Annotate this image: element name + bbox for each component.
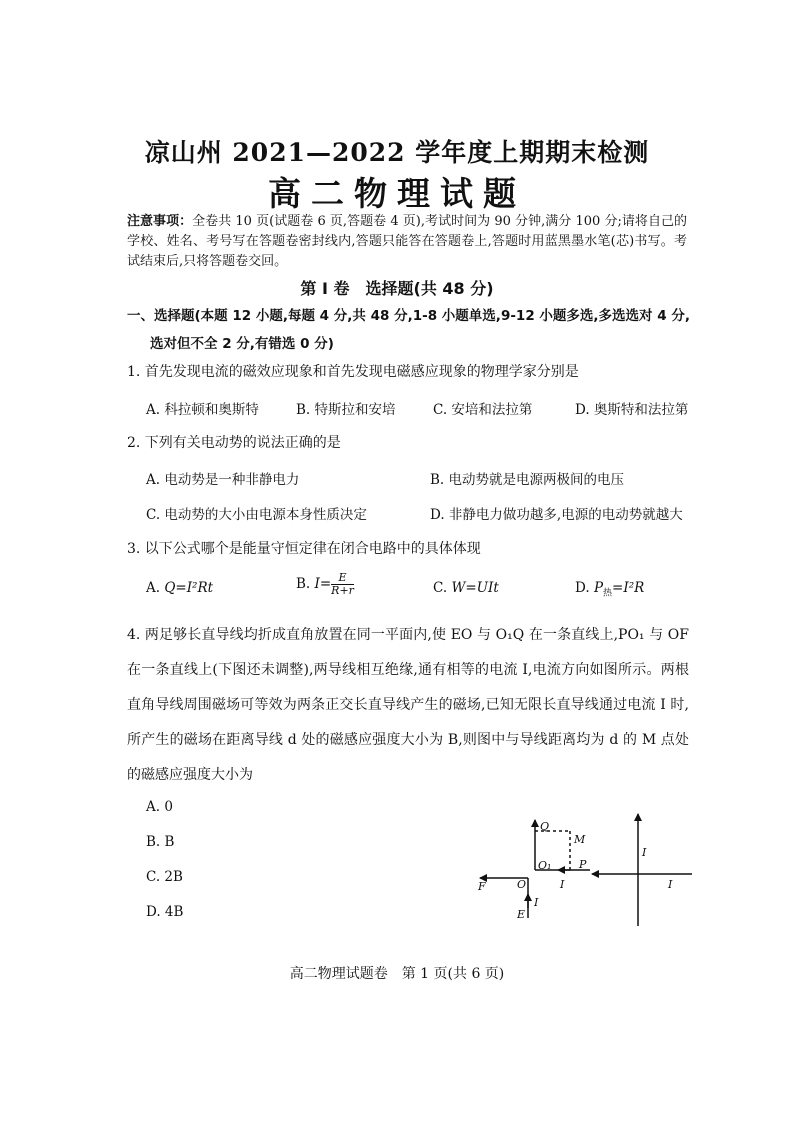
- q4-option-b: B. B: [146, 834, 175, 850]
- q3-c-prefix: C.: [433, 580, 452, 596]
- q3-stem: 3. 以下公式哪个是能量守恒定律在闭合电路中的具体体现: [127, 541, 481, 557]
- q1-option-d: D. 奥斯特和法拉第: [575, 402, 689, 418]
- q3-d-prefix: D.: [575, 580, 594, 596]
- q3-option-b: [296, 572, 354, 597]
- notice-label: 注意事项：: [127, 214, 193, 229]
- q2-option-d: D. 非静电力做功越多,电源的电动势就越大: [430, 507, 683, 523]
- q4-option-d: D. 4B: [146, 904, 184, 920]
- label-o: O: [517, 878, 527, 891]
- label-f: F: [478, 880, 486, 893]
- label-q: Q: [540, 820, 550, 833]
- instruction-line-1: 一、选择题(本题 12 小题,每题 4 分,共 48 分,1-8 小题单选,9-12 小题多选,多选选对 4 分,: [127, 308, 690, 324]
- label-current-e: I: [534, 896, 539, 909]
- q2-stem: 2. 下列有关电动势的说法正确的是: [127, 435, 341, 451]
- q2-option-a: A. 电动势是一种非静电力: [146, 472, 300, 488]
- section-heading: 第 Ⅰ 卷 选择题(共 48 分): [300, 279, 494, 298]
- q4-stem: 4. 两足够长直导线均折成直角放置在同一平面内,使 EO 与 O₁Q 在一条直线上,PO₁ 与 OF 在一条直线上(下图还未调整),两导线相互绝缘,通有相等的电流 I,电流方向如图所示。两根直角导线周围磁场可等效为两条正交长直导线产生的磁场,已知无限长直导线通过电流 I 时,所产生的磁场在距离导线 d 处的磁感应强度大小为 B,则图中与导线距离均为 d 的 M 点处的磁感应强度大小为: [127, 627, 689, 783]
- q4-option-a: A. 0: [146, 799, 173, 815]
- q3-c-formula: W=UIt: [451, 580, 499, 596]
- label-current-p: I: [560, 878, 565, 891]
- q3-d-p: P: [593, 580, 604, 596]
- label-e: E: [517, 908, 526, 921]
- q1-option-a: A. 科拉顿和奥斯特: [146, 402, 259, 418]
- q3-option-a: [146, 580, 213, 596]
- q3-a-prefix: A.: [146, 580, 165, 596]
- q3-d-subscript: 热: [603, 588, 613, 599]
- notice-text: 全卷共 10 页(试题卷 6 页,答题卷 4 页),考试时间为 90 分钟,满分 100 分;请将自己的学校、姓名、考号写在答题卷密封线内,答题只能答在答题卷上,答题时用蓝黑墨水笔(芯)书写。考试结束后,只将答题卷交回。: [127, 214, 687, 269]
- q3-option-d: [575, 580, 644, 599]
- q3-b-prefix: B.: [296, 576, 315, 592]
- wire-diagram: [470, 808, 700, 930]
- notice-block: [127, 212, 687, 272]
- label-current-vertical: I: [642, 846, 647, 859]
- label-m: M: [574, 833, 586, 846]
- q2-option-c: C. 电动势的大小由电源本身性质决定: [146, 507, 367, 523]
- instruction-line-2: 选对但不全 2 分,有错选 0 分): [150, 336, 334, 352]
- q3-d-rest: =I²R: [612, 580, 645, 596]
- label-current-horizontal: I: [668, 878, 673, 891]
- q3-b-lhs: I=: [314, 576, 332, 592]
- q3-b-fraction: [331, 572, 354, 597]
- page-footer: 高二物理试题卷 第 1 页(共 6 页): [289, 966, 505, 982]
- label-p: P: [579, 858, 587, 871]
- q1-stem: 1. 首先发现电流的磁效应现象和首先发现电磁感应现象的物理学家分别是: [127, 364, 579, 380]
- q1-option-b: B. 特斯拉和安培: [296, 402, 396, 418]
- q2-option-b: B. 电动势就是电源两极间的电压: [430, 472, 625, 488]
- q3-a-formula: Q=I²Rt: [164, 580, 214, 596]
- subject-title: 高二物理试题: [268, 174, 526, 213]
- q3-b-denominator: R+r: [331, 584, 354, 597]
- q1-option-c: C. 安培和法拉第: [433, 402, 533, 418]
- q3-option-c: [433, 580, 499, 596]
- q4-option-c: C. 2B: [146, 869, 183, 885]
- q3-b-numerator: E: [331, 572, 354, 585]
- label-o1: O₁: [538, 859, 552, 872]
- exam-title: 凉山州 2021—2022 学年度上期期末检测: [144, 138, 650, 167]
